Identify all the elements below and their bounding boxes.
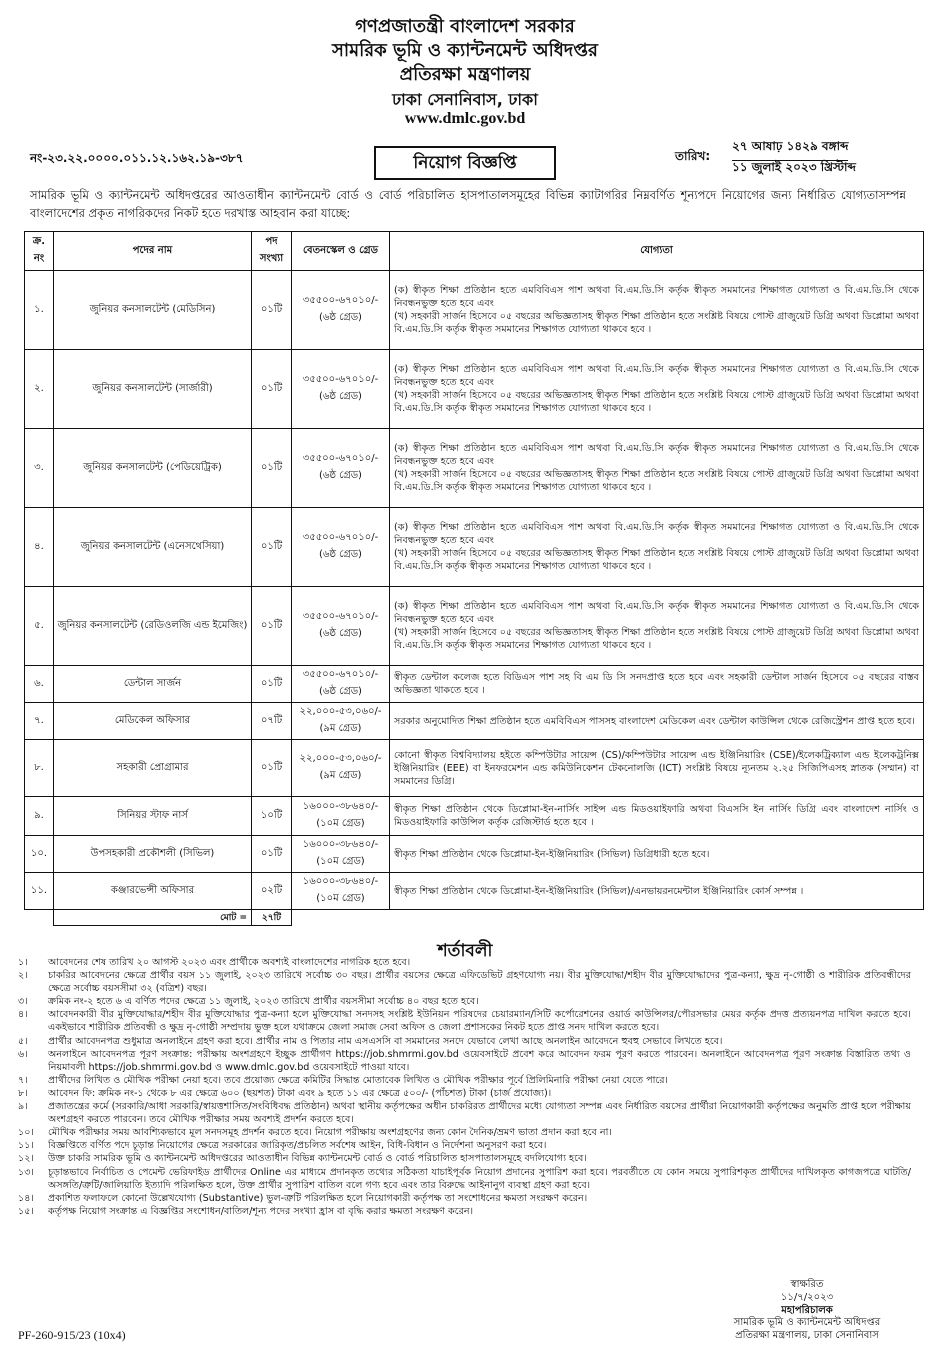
pay-grade: (৯ম গ্রেড) <box>319 770 362 781</box>
header-count: পদ সংখ্যা <box>252 232 292 271</box>
row-qualification <box>390 873 924 910</box>
pay-scale-value: ৩৫৫০০-৬৭০১০/- <box>302 611 379 622</box>
row-pay-scale <box>292 508 390 587</box>
qualification-part-a: (ক) স্বীকৃত শিক্ষা প্রতিষ্ঠান হতে এমবিবিএস পাশ অথবা বি.এম.ডি.সি কর্তৃক স্বীকৃত সমমানের শিক্ষাগত যোগ্যতা ও বি.এম.ডি.সি থেকে নিবন্ধনভুক্ত হতে হবে এবং <box>394 364 919 388</box>
table-row <box>25 703 924 740</box>
row-qualification <box>390 703 924 740</box>
terms-list <box>18 956 911 1218</box>
govt-name: গণপ্রজাতন্ত্রী বাংলাদেশ সরকার <box>355 16 575 37</box>
total-row <box>25 910 924 926</box>
term-number: ৮। <box>18 1087 28 1099</box>
term-text: অনলাইনে আবেদনপত্র পূরণ সংক্রান্ত: পরীক্ষায় অংশগ্রহণে ইচ্ছুক প্রার্থীগণ https://job.shmrmi.gov.bd ওয়েবসাইটে প্রবেশ করে আবেদন ফরম পূরণ করতে পারবেন। অনলাইনে আবেদনপত্র পূরণ সংক্রান্ত বিস্তারিত তথ্য ও নিয়মাবলী https://job.shmrmi.gov.bd ও www.dmlc.gov.bd ওয়েবসাইটে পাওয়া যাবে। <box>48 1048 911 1073</box>
term-number: ১০। <box>18 1127 34 1139</box>
pay-scale-value: ২২,০০০-৫৩,০৬০/- <box>299 753 382 764</box>
term-item <box>18 969 911 995</box>
qualification-part-b: (খ) সহকারী সার্জন হিসেবে ০৫ বছরের অভিজ্ঞতাসহ স্বীকৃত শিক্ষা প্রতিষ্ঠান হতে সংশ্লিষ্ট বিষয়ে পোস্ট গ্রাজুয়েট ডিগ্রি অথবা ডিপ্লোমা অথবা বি.এম.ডি.সি কর্তৃক স্বীকৃত সমমানের শিক্ষাগত যোগ্যতা থাকবে হবে । <box>394 548 919 572</box>
term-number: ৯। <box>18 1101 28 1113</box>
qualification-text: স্বীকৃত ডেন্টাল কলেজ হতে বিডিএস পাশ সহ বি এম ডি সি সনদপ্রাপ্ত হতে হবে এবং সহকারী ডেন্টাল সার্জন হিসেবে ০৫ বছরের বাস্তব অভিজ্ঞতা থাকতে হবে । <box>394 672 919 696</box>
qualification-text: স্বীকৃত শিক্ষা প্রতিষ্ঠান থেকে ডিপ্লোমা-ইন-ইঞ্জিনিয়ারিং (সিভিল)/এনভায়রনমেন্টাল ইঞ্জিনিয়ারিং কোর্স সম্পন্ন । <box>394 885 804 897</box>
term-item <box>18 1100 911 1126</box>
row-qualification <box>390 836 924 873</box>
total-value: ২৭টি <box>252 910 292 926</box>
table-row <box>25 740 924 797</box>
row-post-name: কঞ্জারভেন্সী অফিসার <box>54 873 252 910</box>
row-serial: ৪. <box>25 508 54 587</box>
qualification-part-b: (খ) সহকারী সার্জন হিসেবে ০৫ বছরের অভিজ্ঞতাসহ স্বীকৃত শিক্ষা প্রতিষ্ঠান হতে সংশ্লিষ্ট বিষয়ে পোস্ট গ্রাজুয়েট ডিগ্রি অথবা ডিপ্লোমা অথবা বি.এম.ডি.সি কর্তৃক স্বীকৃত সমমানের শিক্ষাগত যোগ্যতা থাকবে হবে । <box>394 469 919 493</box>
term-number: ১৫। <box>18 1205 34 1217</box>
term-item <box>18 1048 911 1074</box>
date-label: তারিখ: <box>675 149 711 163</box>
row-post-name: সহকারী প্রোগ্রামার <box>54 740 252 797</box>
pay-scale-value: ৩৫৫০০-৬৭০১০/- <box>302 669 379 680</box>
row-post-count: ০১টি <box>252 429 292 508</box>
term-item <box>18 1205 911 1218</box>
term-item <box>18 1035 911 1048</box>
term-item <box>18 1087 911 1100</box>
row-post-count: ০১টি <box>252 271 292 350</box>
term-number: ৭। <box>18 1074 28 1086</box>
term-text: প্রজাতন্ত্রের কর্মে (সরকারি/আধা সরকারি/স্বায়ত্তশাসিত/সংবিধিবদ্ধ প্রতিষ্ঠান) অথবা স্থানীয় কর্তৃপক্ষের অধীন চাকরিরত প্রার্থীদের মধ্যে যোগ্যতা সম্পন্ন এবং নির্ধারিত বয়সের প্রার্থীরা নিয়োগকারী কর্তৃপক্ষের অনুমতি প্রাপ্ত হলে পরীক্ষায় অংশগ্রহণ করতে পারবেন। তবে মৌখিক পরীক্ষার সময় অবশ্যই প্রদর্শন করতে হবে। <box>48 1101 911 1126</box>
row-pay-scale <box>292 703 390 740</box>
qualification-part-b: (খ) সহকারী সার্জন হিসেবে ০৫ বছরের অভিজ্ঞতাসহ স্বীকৃত শিক্ষা প্রতিষ্ঠান হতে সংশ্লিষ্ট বিষয়ে পোস্ট গ্রাজুয়েট ডিগ্রি অথবা ডিপ্লোমা অথবা বি.এম.ডি.সি কর্তৃক স্বীকৃত সমমানের শিক্ষাগত যোগ্যতা থাকবে হবে । <box>394 390 919 414</box>
row-serial: ৯. <box>25 797 54 836</box>
row-pay-scale <box>292 873 390 910</box>
term-number: ৬। <box>18 1048 28 1060</box>
term-text: আবেদনকারী বীর মুক্তিযোদ্ধার/শহীদ বীর মুক্তিযোদ্ধার পুত্র-কন্যা হলে মুক্তিযোদ্ধা সনদসহ সংশ্লিষ্ট ইউনিয়ন পরিষদের চেয়ারম্যান/সিটি কর্পোরেশনের ওয়ার্ড কাউন্সিলর/পৌরসভার মেয়র কর্তৃক প্রদত্ত প্রত্যয়নপত্র দাখিল করতে হবে। একইভাবে শারীরিক প্রতিবন্ধী ও ক্ষুদ্র নৃ-গোষ্ঠী সম্প্রদায় ভুক্ত হলে যথাক্রমে জেলা সমাজ সেবা অফিস ও জেলা প্রশাসকের নিকট হতে প্রাপ্ত সনদ দাখিল করতে হবে। <box>48 1009 911 1034</box>
row-pay-scale <box>292 836 390 873</box>
row-post-count: ০১টি <box>252 587 292 666</box>
term-text: প্রকাশিত ফলাফলে কোনো উল্লেখযোগ্য (Substantive) ভুল-ত্রুটি পরিলক্ষিত হলে নিয়োগকারী কর্তৃপক্ষ তা সংশোধনের ক্ষমতা সংরক্ষণ করেন। <box>48 1192 588 1204</box>
row-post-count: ০১টি <box>252 666 292 703</box>
row-post-count: ০১টি <box>252 350 292 429</box>
pay-grade: (৬ষ্ঠ গ্রেড) <box>319 312 362 323</box>
pay-grade: (৬ষ্ঠ গ্রেড) <box>319 391 362 402</box>
term-item <box>18 1166 911 1192</box>
qualification-part-a: (ক) স্বীকৃত শিক্ষা প্রতিষ্ঠান হতে এমবিবিএস পাশ অথবা বি.এম.ডি.সি কর্তৃক স্বীকৃত সমমানের শিক্ষাগত যোগ্যতা ও বি.এম.ডি.সি থেকে নিবন্ধনভুক্ত হতে হবে এবং <box>394 285 919 309</box>
row-pay-scale <box>292 350 390 429</box>
table-header-row <box>25 232 924 271</box>
row-qualification <box>390 740 924 797</box>
vacancy-table <box>24 231 924 926</box>
term-item <box>18 956 911 969</box>
department-name: সামরিক ভূমি ও ক্যান্টনমেন্ট অধিদপ্তর <box>332 40 598 61</box>
qualification-part-a: (ক) স্বীকৃত শিক্ষা প্রতিষ্ঠান হতে এমবিবিএস পাশ অথবা বি.এম.ডি.সি কর্তৃক স্বীকৃত সমমানের শিক্ষাগত যোগ্যতা ও বি.এম.ডি.সি থেকে নিবন্ধনভুক্ত হতে হবে এবং <box>394 443 919 467</box>
row-post-count: ০১টি <box>252 508 292 587</box>
row-pay-scale <box>292 271 390 350</box>
term-text: ক্রমিক নং-২ হতে ৬ এ বর্ণিত পদের ক্ষেত্রে ১১ জুলাই, ২০২৩ তারিখে প্রার্থীর বয়সসীমা সর্বোচ্চ ৪০ বছর হতে হবে। <box>48 996 479 1008</box>
term-text: উক্ত চাকরি সামরিক ভূমি ও ক্যান্টনমেন্ট অধিদপ্তরের আওতাধীন বিভিন্ন ক্যান্টনমেন্ট বোর্ড ও বোর্ড পরিচালিত হাসপাতালসমূহে বদলিযোগ্য হবে। <box>48 1153 587 1165</box>
qualification-text: কোনো স্বীকৃত বিশ্ববিদ্যালয় হইতে কম্পিউটার সায়েন্স (CS)/কম্পিউটার সায়েন্স এন্ড ইঞ্জিনিয়ারিং (CSE)/ইলেকট্রিক্যাল এন্ড ইলেকট্রনিক্স ইঞ্জিনিয়ারিং (EEE) বা ইনফরমেশন এন্ড কমিউনিকেশন টেকনোলজি (ICT) সংশ্লিষ্ট বিষয়ে ন্যূনতম ২.২৫ সিজিপিএসহ স্নাতক (সম্মান) বা সমমানের ডিগ্রি। <box>394 749 919 787</box>
total-label: মোট = <box>54 910 252 926</box>
row-serial: ১. <box>25 271 54 350</box>
header-scale: বেতনস্কেল ও গ্রেড <box>292 232 390 271</box>
row-post-count: ১০টি <box>252 797 292 836</box>
qualification-part-b: (খ) সহকারী সার্জন হিসেবে ০৫ বছরের অভিজ্ঞতাসহ স্বীকৃত শিক্ষা প্রতিষ্ঠান হতে সংশ্লিষ্ট বিষয়ে পোস্ট গ্রাজুয়েট ডিগ্রি অথবা ডিপ্লোমা অথবা বি.এম.ডি.সি কর্তৃক স্বীকৃত সমমানের শিক্ষাগত যোগ্যতা থাকবে হবে । <box>394 627 919 651</box>
row-post-name: জুনিয়র কনসালটেন্ট (রেডিওলজি এন্ড ইমেজিং) <box>54 587 252 666</box>
signed-label: স্বাক্ষরিত <box>790 1279 824 1290</box>
header-qualification: যোগ্যতা <box>390 232 924 271</box>
pay-grade: (১০ম গ্রেড) <box>316 818 365 829</box>
pay-scale-value: ১৬০০০-৩৮৬৪০/- <box>302 801 379 812</box>
row-post-name: ডেন্টাল সার্জন <box>54 666 252 703</box>
pay-scale-value: ২২,০০০-৫৩,০৬০/- <box>299 706 382 717</box>
signatory-ministry: প্রতিরক্ষা মন্ত্রণালয়, ঢাকা সেনানিবাস <box>735 1330 879 1342</box>
term-item <box>18 1074 911 1087</box>
term-text: চাকরির আবেদনের ক্ষেত্রে প্রার্থীর বয়স ১১ জুলাই, ২০২৩ তারিখে সর্বোচ্চ ৩০ বছর। প্রার্থীর বয়সের ক্ষেত্রে এফিডেভিট গ্রহণযোগ্য নয়। বীর মুক্তিযোদ্ধা/শহীদ বীর মুক্তিযোদ্ধাদের পুত্র-কন্যা, ক্ষুদ্র নৃ-গোষ্ঠী ও শারীরিক প্রতিবন্ধীদের ক্ষেত্রে সর্বোচ্চ বয়সসীমা ৩২ (বত্রিশ) বছর। <box>48 970 911 995</box>
term-text: আবেদন ফি: ক্রমিক নং-১ থেকে ৮ এর ক্ষেত্রে ৬০০ (ছয়শত) টাকা এবং ৯ হতে ১১ এর ক্ষেত্রে ৫০০/- (পাঁচশত) টাকা (চার্জ প্রযোজ্য)। <box>48 1087 552 1099</box>
row-post-count: ০১টি <box>252 836 292 873</box>
row-qualification <box>390 797 924 836</box>
intro-paragraph: সামরিক ভূমি ও ক্যান্টনমেন্ট অধিদপ্তরের আওতাধীন ক্যান্টনমেন্ট বোর্ড ও বোর্ড পরিচালিত হাসপাতালসমূহের বিভিন্ন ক্যাটাগরির নিম্নবর্ণিত শূন্যপদে নিয়োগের জন্য নির্ধারিত যোগ্যতাসম্পন্ন বাংলাদেশের প্রকৃত নাগরিকদের নিকট হতে দরখাস্ত আহবান করা যাচ্ছে: <box>30 188 906 220</box>
row-pay-scale <box>292 740 390 797</box>
term-number: ১। <box>18 957 28 968</box>
row-serial: ১১. <box>25 873 54 910</box>
pay-grade: (৯ম গ্রেড) <box>319 723 362 734</box>
pay-scale-value: ১৬০০০-৩৮৬৪০/- <box>302 839 379 850</box>
signature-date: ১১/৭/২০২৩ <box>780 1291 834 1303</box>
table-row <box>25 429 924 508</box>
table-row <box>25 797 924 836</box>
term-text: কর্তৃপক্ষ নিয়োগ সংক্রান্ত এ বিজ্ঞপ্তির সংশোধন/বাতিল/শূন্য পদের সংখ্যা হ্রাস বা বৃদ্ধি করার ক্ষমতা সংরক্ষণ করেন। <box>48 1205 474 1217</box>
term-item <box>18 1008 911 1034</box>
term-number: ১৩। <box>18 1166 34 1178</box>
signatory-office: সামরিক ভূমি ও ক্যান্টনমেন্ট অধিদপ্তর <box>733 1317 881 1329</box>
pay-scale-value: ১৬০০০-৩৮৬৪০/- <box>302 876 379 887</box>
term-number: ৩। <box>18 996 28 1008</box>
memo-number: নং-২৩.২২.০০০০.০১১.১২.১৬২.১৯-৩৮৭ <box>30 151 244 165</box>
row-post-name: মেডিকেল অফিসার <box>54 703 252 740</box>
term-item <box>18 1126 911 1139</box>
table-row <box>25 350 924 429</box>
row-post-name: জুনিয়র কনসালটেন্ট (পেডিয়েট্রিক) <box>54 429 252 508</box>
pay-grade: (৬ষ্ঠ গ্রেড) <box>319 470 362 481</box>
row-serial: ১০. <box>25 836 54 873</box>
pay-scale-value: ৩৫৫০০-৬৭০১০/- <box>302 453 379 464</box>
row-post-name: সিনিয়র স্টাফ নার্স <box>54 797 252 836</box>
row-pay-scale <box>292 666 390 703</box>
office-location: ঢাকা সেনানিবাস, ঢাকা <box>392 90 538 109</box>
pay-scale-value: ৩৫৫০০-৬৭০১০/- <box>302 374 379 385</box>
header-post: পদের নাম <box>54 232 252 271</box>
pay-grade: (৬ষ্ঠ গ্রেড) <box>319 549 362 560</box>
table-row <box>25 836 924 873</box>
notice-title: নিয়োগ বিজ্ঞপ্তি <box>374 146 556 180</box>
row-pay-scale <box>292 587 390 666</box>
row-post-count: ০৭টি <box>252 703 292 740</box>
terms-title: শর্তাবলী <box>437 941 493 961</box>
pay-grade: (১০ম গ্রেড) <box>316 856 365 867</box>
row-qualification <box>390 429 924 508</box>
row-serial: ৭. <box>25 703 54 740</box>
qualification-part-a: (ক) স্বীকৃত শিক্ষা প্রতিষ্ঠান হতে এমবিবিএস পাশ অথবা বি.এম.ডি.সি কর্তৃক স্বীকৃত সমমানের শিক্ষাগত যোগ্যতা ও বি.এম.ডি.সি থেকে নিবন্ধনভুক্ত হতে হবে এবং <box>394 522 919 546</box>
signature-block <box>692 1279 922 1343</box>
website-link[interactable]: www.dmlc.gov.bd <box>404 110 526 127</box>
row-post-name: জুনিয়র কনসালটেন্ট (মেডিসিন) <box>54 271 252 350</box>
table-row <box>25 508 924 587</box>
row-qualification <box>390 587 924 666</box>
table-row <box>25 873 924 910</box>
row-qualification <box>390 271 924 350</box>
row-post-name: উপসহকারী প্রকৌশলী (সিভিল) <box>54 836 252 873</box>
pay-grade: (৬ষ্ঠ গ্রেড) <box>319 686 362 697</box>
term-item <box>18 1192 911 1205</box>
signatory-designation: মহাপরিচালক <box>781 1304 833 1316</box>
qualification-part-a: (ক) স্বীকৃত শিক্ষা প্রতিষ্ঠান হতে এমবিবিএস পাশ অথবা বি.এম.ডি.সি কর্তৃক স্বীকৃত সমমানের শিক্ষাগত যোগ্যতা ও বি.এম.ডি.সি থেকে নিবন্ধনভুক্ত হতে হবে এবং <box>394 601 919 625</box>
row-serial: ৫. <box>25 587 54 666</box>
term-number: ৫। <box>18 1035 28 1047</box>
row-pay-scale <box>292 797 390 836</box>
row-serial: ৩. <box>25 429 54 508</box>
pay-grade: (৬ষ্ঠ গ্রেড) <box>319 628 362 639</box>
row-pay-scale <box>292 429 390 508</box>
qualification-part-b: (খ) সহকারী সার্জন হিসেবে ০৫ বছরের অভিজ্ঞতাসহ স্বীকৃত শিক্ষা প্রতিষ্ঠান হতে সংশ্লিষ্ট বিষয়ে পোস্ট গ্রাজুয়েট ডিগ্রি অথবা ডিপ্লোমা অথবা বি.এম.ডি.সি কর্তৃক স্বীকৃত সমমানের শিক্ষাগত যোগ্যতা থাকবে হবে । <box>394 311 919 335</box>
date-bangla: ২৭ আষাঢ় ১৪২৯ বঙ্গাব্দ <box>732 138 848 161</box>
term-item <box>18 1152 911 1165</box>
term-text: প্রার্থীদের লিখিত ও মৌখিক পরীক্ষা নেয়া হবে। তবে প্রয়োজ্য ক্ষেত্রে কমিটির সিদ্ধান্ত মোতাবেক লিখিত ও মৌখিক পরীক্ষার পূর্বে প্রিলিমিনারি পরীক্ষা নেয়া যেতে পারে। <box>48 1074 668 1086</box>
table-row <box>25 666 924 703</box>
table-row <box>25 587 924 666</box>
row-post-count: ০২টি <box>252 873 292 910</box>
row-serial: ৮. <box>25 740 54 797</box>
term-number: ১২। <box>18 1153 34 1165</box>
term-text: বিজ্ঞপ্তিতে বর্ণিত পদে চূড়ান্ত নিয়োগের ক্ষেত্রে সরকারের জারিকৃত/প্রচলিত সর্বশেষ আইন, বিধি-বিধান ও নির্দেশনা অনুসরণ করা হবে। <box>48 1140 547 1152</box>
term-item <box>18 995 911 1008</box>
pay-grade: (১০ম গ্রেড) <box>316 893 365 904</box>
term-text: আবেদনের শেষ তারিখ ২০ আগস্ট ২০২৩ এবং প্রার্থীকে অবশ্যই বাংলাদেশের নাগরিক হতে হবে। <box>48 957 411 968</box>
pay-scale-value: ৩৫৫০০-৬৭০১০/- <box>302 532 379 543</box>
date-english: ১১ জুলাই ২০২৩ খ্রিস্টাব্দ <box>732 160 856 174</box>
term-text: চূড়ান্তভাবে নির্বাচিত ও পেমেন্ট ভেরিফাইড প্রার্থীদের Online এর মাধ্যমে প্রদানকৃত তথ্যের সঠিকতা যাচাইপূর্বক নিয়োগ প্রদানের সুপারিশ করা হবে। পরবর্তীতে যে কোন সময়ে সুপারিশকৃত প্রার্থীদের দাখিলকৃত কাগজপত্রে ঘাটতি/অসঙ্গতি/ত্রুটি/জালিয়াতি ইত্যাদি পরিলক্ষিত হলে, উক্ত প্রার্থীর সুপারিশ বাতিল বলে গণ্য হবে এবং তার বিরুদ্ধে আইনানুগ ব্যবস্থা গ্রহণ করা হবে। <box>48 1166 911 1191</box>
row-qualification <box>390 508 924 587</box>
row-post-name: জুনিয়র কনসালটেন্ট (সার্জারী) <box>54 350 252 429</box>
print-code: PF-260-915/23 (10x4) <box>18 1328 126 1342</box>
term-number: ১৪। <box>18 1192 34 1204</box>
ministry-name: প্রতিরক্ষা মন্ত্রণালয় <box>399 64 531 85</box>
row-post-count: ০১টি <box>252 740 292 797</box>
row-serial: ৬. <box>25 666 54 703</box>
row-qualification <box>390 350 924 429</box>
row-qualification <box>390 666 924 703</box>
term-item <box>18 1139 911 1152</box>
term-number: ১১। <box>18 1140 34 1152</box>
term-number: ৪। <box>18 1009 28 1021</box>
row-post-name: জুনিয়র কনসালটেন্ট (এনেসথেসিয়া) <box>54 508 252 587</box>
term-number: ২। <box>18 970 28 982</box>
header-serial: ক্র. নং <box>25 232 54 271</box>
term-text: প্রার্থীর আবেদনপত্র শুধুমাত্র অনলাইনে গ্রহণ করা হবে। প্রার্থীর নাম ও পিতার নাম এসএসসি বা সমমানের সনদে যেভাবে লেখা আছে অনলাইন আবেদনে হুবহু সেভাবে লিখতে হবে। <box>48 1035 723 1047</box>
term-text: মৌখিক পরীক্ষার সময় আবশ্যিকভাবে মূল সনদসমূহ প্রদর্শন করতে হবে। নিয়োগ পরীক্ষায় অংশগ্রহণের জন্য কোন দৈনিক/ভ্রমণ ভাতা প্রদান করা হবে না। <box>48 1127 612 1139</box>
qualification-text: সরকার অনুমোদিত শিক্ষা প্রতিষ্ঠান হতে এমবিবিএস পাসসহ বাংলাদেশ মেডিকেল এবং ডেন্টাল কাউন্সিল থেকে রেজিস্ট্রেশন প্রাপ্ত হতে হবে। <box>394 715 915 727</box>
qualification-text: স্বীকৃত শিক্ষা প্রতিষ্ঠান থেকে ডিপ্লোমা-ইন-নার্সিং সাইন্স এন্ড মিডওয়াইফারি অথবা বিএসসি ইন নার্সিং ডিগ্রি এবং বাংলাদেশ নার্সিং ও মিডওয়াইফারি কাউন্সিল কর্তৃক রেজিস্টার্ড হতে হবে । <box>394 804 919 828</box>
table-row <box>25 271 924 350</box>
row-serial: ২. <box>25 350 54 429</box>
pay-scale-value: ৩৫৫০০-৬৭০১০/- <box>302 295 379 306</box>
qualification-text: স্বীকৃত শিক্ষা প্রতিষ্ঠান থেকে ডিপ্লোমা-ইন-ইঞ্জিনিয়ারিং (সিভিল) ডিগ্রিধারী হতে হবে। <box>394 848 710 860</box>
